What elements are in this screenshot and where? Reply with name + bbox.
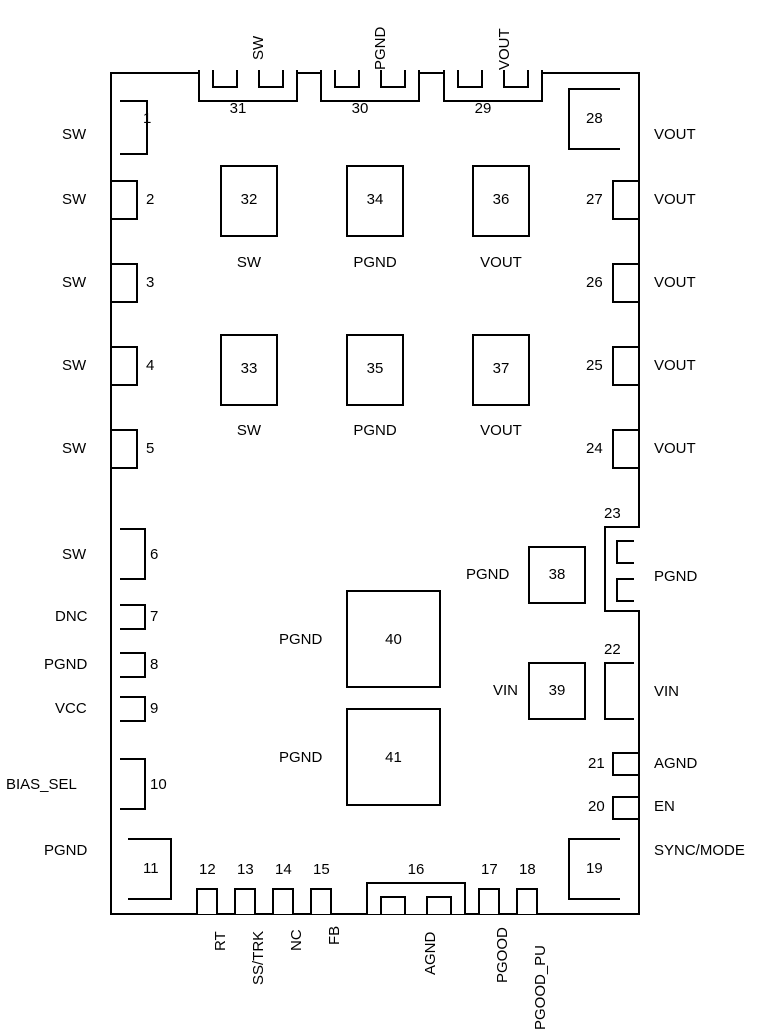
- pin-pad-23-finger-b: [616, 578, 634, 602]
- pin-pad-31-finger-a: [212, 70, 238, 88]
- pin-label-19: SYNC/MODE: [654, 842, 745, 859]
- pin-label-29: VOUT: [496, 28, 513, 70]
- pin-pad-22: [604, 662, 634, 720]
- inner-pad-number-32: 32: [240, 191, 258, 208]
- pin-pad-30-finger-a: [334, 70, 360, 88]
- pin-pad-23-finger-a: [616, 540, 634, 564]
- pin-number-11: 11: [143, 860, 159, 877]
- pin-pad-2: [112, 180, 138, 220]
- pin-label-22: VIN: [654, 683, 680, 700]
- pin-number-1: 1: [143, 110, 152, 127]
- pin-number-7: 7: [150, 608, 159, 625]
- pin-number-21: 21: [588, 755, 605, 772]
- pin-pad-29-finger-a: [457, 70, 483, 88]
- pin-number-28: 28: [586, 110, 603, 127]
- pin-number-12: 12: [199, 861, 216, 878]
- pin-number-2: 2: [146, 191, 155, 208]
- pin-label-9: VCC: [55, 700, 87, 717]
- pin-label-24: VOUT: [654, 440, 696, 457]
- pin-label-5: SW: [62, 440, 87, 457]
- pin-number-26: 26: [586, 274, 603, 291]
- pin-pad-7: [120, 604, 146, 630]
- pin-label-13: SS/TRK: [250, 930, 267, 985]
- pin-number-15: 15: [313, 861, 330, 878]
- pin-pad-25: [612, 346, 638, 386]
- pin-number-3: 3: [146, 274, 155, 291]
- pin-pad-16-finger-b: [426, 896, 452, 914]
- inner-pad-number-37: 37: [492, 360, 510, 377]
- pin-label-12: RT: [212, 931, 229, 951]
- inner-pad-number-38: 38: [548, 566, 566, 583]
- pin-number-13: 13: [237, 861, 254, 878]
- inner-pad-number-41: 41: [385, 749, 402, 766]
- pin-pad-15: [310, 888, 332, 914]
- pin-pad-24: [612, 429, 638, 469]
- inner-pad-label-38: PGND: [466, 566, 510, 583]
- pin-label-14: NC: [288, 929, 305, 951]
- pin-label-6: SW: [62, 546, 87, 563]
- pin-label-7: DNC: [55, 608, 88, 625]
- pin-pad-18: [516, 888, 538, 914]
- pin-number-19: 19: [586, 860, 603, 877]
- pin-label-31: SW: [250, 35, 267, 60]
- pin-number-6: 6: [150, 546, 159, 563]
- pin-number-30: 30: [351, 100, 369, 117]
- pin-label-20: EN: [654, 798, 675, 815]
- inner-pad-label-32: SW: [236, 254, 262, 271]
- pin-pad-5: [112, 429, 138, 469]
- pin-number-31: 31: [229, 100, 247, 117]
- pin-label-23: PGND: [654, 568, 698, 585]
- pin-pad-1: [120, 100, 148, 155]
- inner-pad-number-39: 39: [548, 682, 566, 699]
- pin-label-1: SW: [62, 126, 87, 143]
- pin-label-10: BIAS_SEL: [6, 776, 77, 793]
- pin-pad-3: [112, 263, 138, 303]
- pin-label-17: PGOOD: [494, 927, 511, 983]
- pin-number-29: 29: [474, 100, 492, 117]
- pin-label-16: AGND: [422, 931, 439, 975]
- pin-number-23: 23: [604, 505, 621, 522]
- inner-pad-label-34: PGND: [353, 254, 397, 271]
- pin-pad-31-finger-b: [258, 70, 284, 88]
- pin-label-25: VOUT: [654, 357, 696, 374]
- pin-label-28: VOUT: [654, 126, 696, 143]
- pin-pad-21: [612, 752, 638, 776]
- inner-pad-label-37: VOUT: [480, 422, 522, 439]
- inner-pad-label-40: PGND: [279, 631, 323, 648]
- inner-pad-label-39: VIN: [493, 682, 519, 699]
- pin-number-24: 24: [586, 440, 603, 457]
- pin-number-14: 14: [275, 861, 292, 878]
- pin-label-11: PGND: [44, 842, 88, 859]
- inner-pad-label-41: PGND: [279, 749, 323, 766]
- pin-label-21: AGND: [654, 755, 698, 772]
- pin-number-8: 8: [150, 656, 159, 673]
- pin-pad-26: [612, 263, 638, 303]
- pin-number-27: 27: [586, 191, 603, 208]
- pin-label-8: PGND: [44, 656, 88, 673]
- pin-label-4: SW: [62, 357, 87, 374]
- pin-label-30: PGND: [372, 26, 389, 70]
- pin-number-20: 20: [588, 798, 605, 815]
- pin-number-16: 16: [407, 861, 425, 878]
- pin-pad-4: [112, 346, 138, 386]
- pin-label-26: VOUT: [654, 274, 696, 291]
- pin-label-15: FB: [326, 925, 343, 945]
- pin-number-10: 10: [150, 776, 167, 793]
- inner-pad-number-36: 36: [492, 191, 510, 208]
- pin-label-2: SW: [62, 191, 87, 208]
- pin-pad-13: [234, 888, 256, 914]
- inner-pad-label-36: VOUT: [480, 254, 522, 271]
- pin-pad-16-finger-a: [380, 896, 406, 914]
- pin-pad-14: [272, 888, 294, 914]
- pin-number-17: 17: [481, 861, 498, 878]
- inner-pad-number-33: 33: [240, 360, 258, 377]
- pin-number-9: 9: [150, 700, 159, 717]
- inner-pad-label-33: SW: [236, 422, 262, 439]
- inner-pad-label-35: PGND: [353, 422, 397, 439]
- pin-pad-20: [612, 796, 638, 820]
- pin-label-27: VOUT: [654, 191, 696, 208]
- pin-pad-30-finger-b: [380, 70, 406, 88]
- pin-pad-8: [120, 652, 146, 678]
- inner-pad-number-35: 35: [366, 360, 384, 377]
- pin-number-18: 18: [519, 861, 536, 878]
- pin-number-5: 5: [146, 440, 155, 457]
- pin-number-22: 22: [604, 641, 621, 658]
- pin-pad-9: [120, 696, 146, 722]
- pin-number-4: 4: [146, 357, 155, 374]
- inner-pad-number-40: 40: [385, 631, 402, 648]
- pin-pad-6: [120, 528, 146, 580]
- pin-label-3: SW: [62, 274, 87, 291]
- pin-number-25: 25: [586, 357, 603, 374]
- pin-label-18: PGOOD_PU: [532, 944, 549, 1030]
- pin-pad-27: [612, 180, 638, 220]
- pin-pad-10: [120, 758, 146, 810]
- pin-pad-29-finger-b: [503, 70, 529, 88]
- pin-pad-12: [196, 888, 218, 914]
- inner-pad-number-34: 34: [366, 191, 384, 208]
- pin-pad-17: [478, 888, 500, 914]
